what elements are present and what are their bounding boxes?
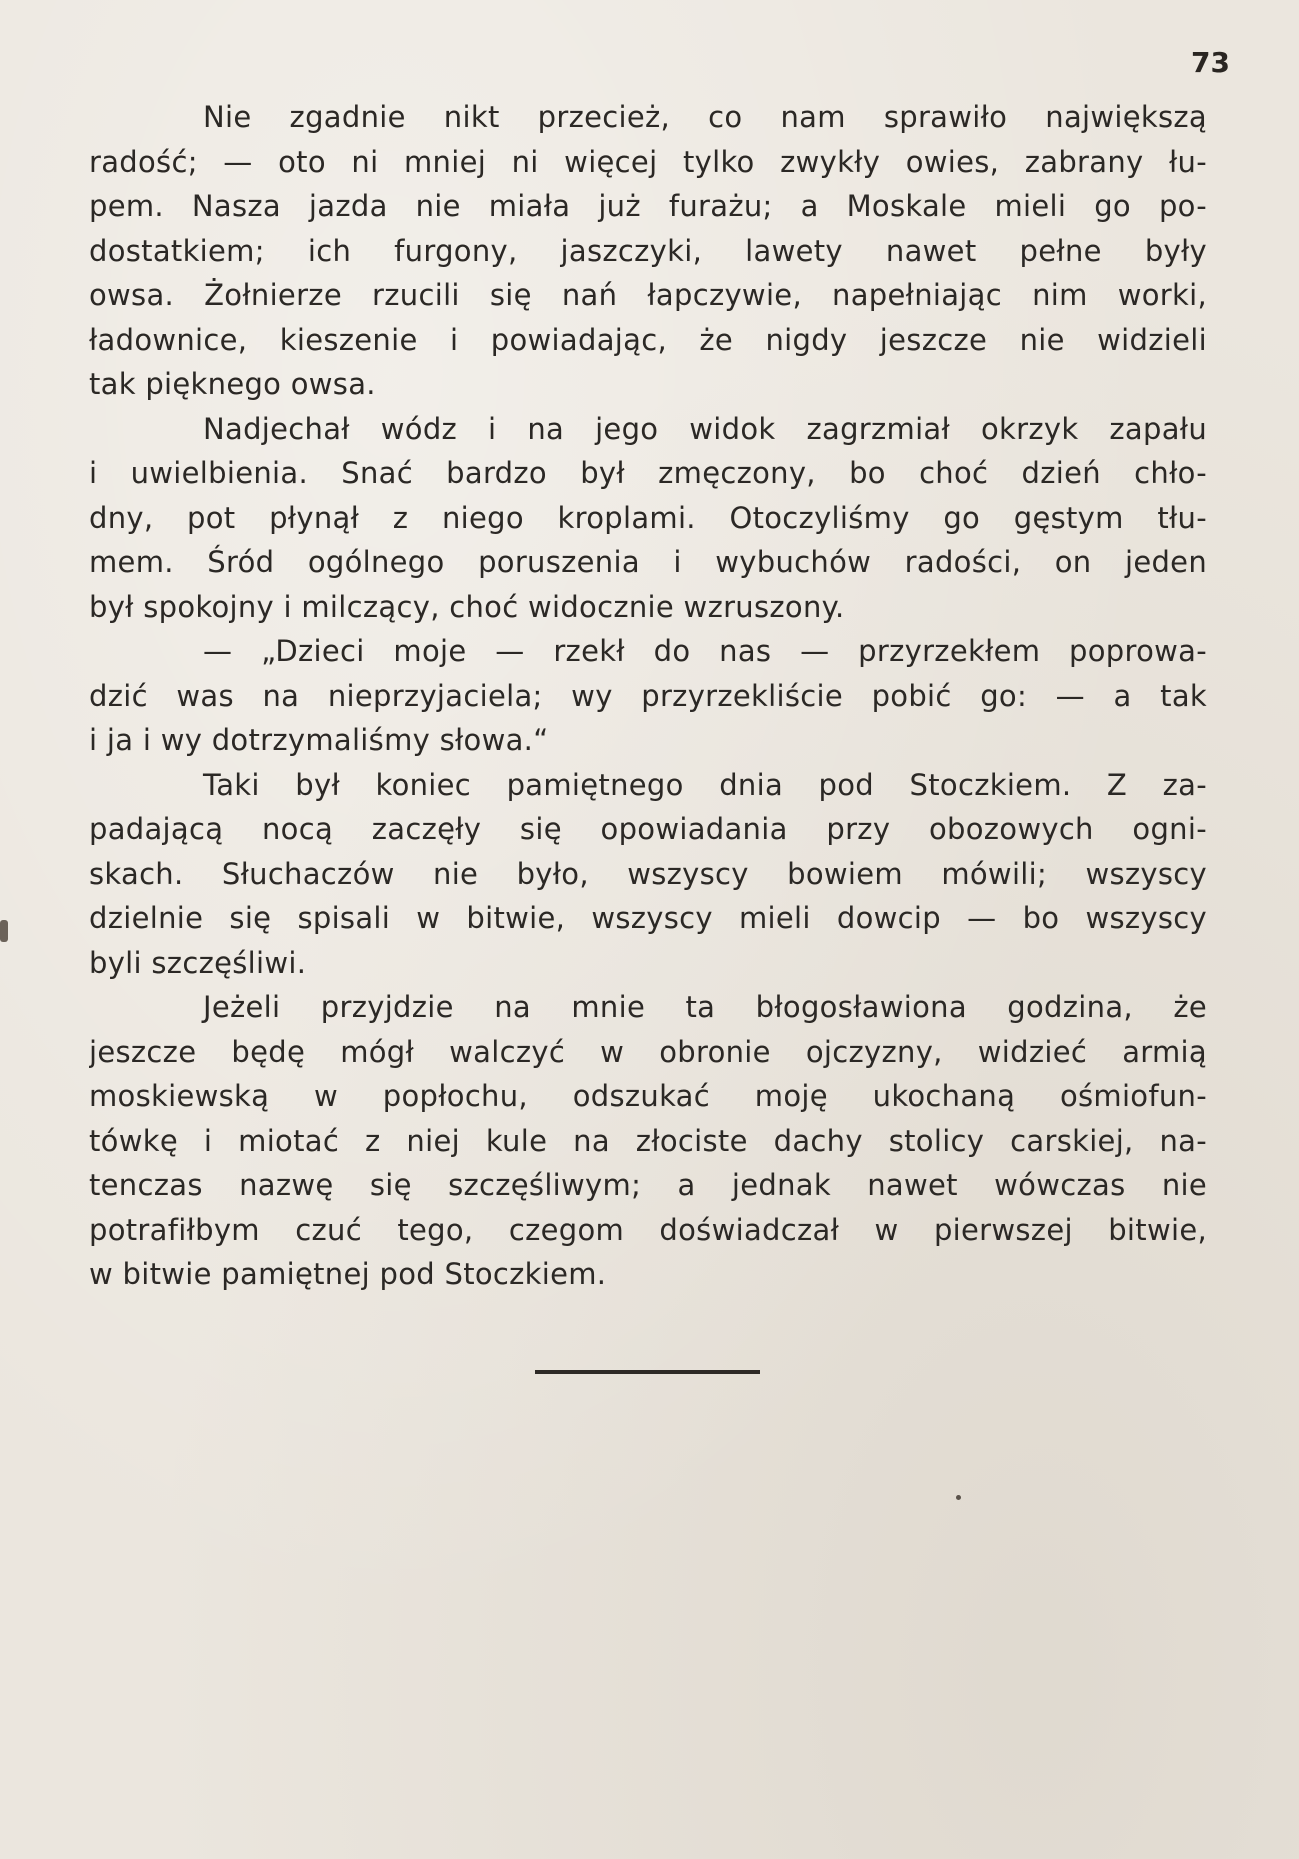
text-line: Nie zgadnie nikt przecież, co nam sprawiło największą (203, 100, 1207, 134)
text-line: dny, pot płynął z niego kroplami. Otoczyliśmy go gęstym tłu- (89, 500, 1207, 535)
text-line: dzić was na nieprzyjaciela; wy przyrzekliście pobić go: — a tak (89, 678, 1207, 713)
text-line: potrafiłbym czuć tego, czegom doświadczał w pierwszej bitwie, (89, 1212, 1207, 1247)
paragraph (89, 629, 1207, 763)
text-line: Nadjechał wódz i na jego widok zagrzmiał okrzyk zapału (203, 411, 1207, 446)
text-line: mem. Śród ogólnego poruszenia i wybuchów radości, on jeden (89, 545, 1207, 579)
text-line: Jeżeli przyjdzie na mnie ta błogosławiona godzina, że (203, 990, 1207, 1024)
text-line: tak pięknego owsa. (89, 367, 376, 401)
text-line: moskiewską w popłochu, odszukać moję ukochaną ośmiofun- (89, 1079, 1207, 1113)
text-line: — „Dzieci moje — rzekł do nas — przyrzekłem poprowa- (203, 634, 1207, 668)
text-line: i uwielbienia. Snać bardzo był zmęczony, bo choć dzień chło- (89, 456, 1207, 490)
text-line: dzielnie się spisali w bitwie, wszyscy mieli dowcip — bo wszyscy (89, 901, 1207, 935)
text-line: tenczas nazwę się szczęśliwym; a jednak nawet wówczas nie (89, 1168, 1207, 1202)
text-line: ładownice, kieszenie i powiadając, że nigdy jeszcze nie widzieli (89, 322, 1207, 357)
text-line: pem. Nasza jazda nie miała już furażu; a Moskale mieli go po- (89, 189, 1207, 223)
text-line: i ja i wy dotrzymaliśmy słowa.“ (89, 723, 549, 757)
text-line: owsa. Żołnierze rzucili się nań łapczywie, napełniając nim worki, (89, 278, 1207, 312)
text-line: radość; — oto ni mniej ni więcej tylko zwykły owies, zabrany łu- (89, 144, 1207, 179)
text-line: dostatkiem; ich furgony, jaszczyki, lawety nawet pełne były (89, 233, 1207, 268)
paragraph (89, 763, 1207, 986)
text-line: padającą nocą zaczęły się opowiadania przy obozowych ogni- (89, 812, 1207, 846)
body-text (89, 95, 1207, 1297)
paragraph (89, 985, 1207, 1297)
text-line: tówkę i miotać z niej kule na złociste dachy stolicy carskiej, na- (89, 1123, 1207, 1158)
text-line: jeszcze będę mógł walczyć w obronie ojczyzny, widzieć armią (89, 1034, 1207, 1069)
text-line: w bitwie pamiętnej pod Stoczkiem. (89, 1257, 607, 1291)
paragraph (89, 95, 1207, 407)
text-line: skach. Słuchaczów nie było, wszyscy bowiem mówili; wszyscy (89, 856, 1207, 891)
text-line: Taki był koniec pamiętnego dnia pod Stoczkiem. Z za- (203, 767, 1207, 802)
text-line: byli szczęśliwi. (89, 945, 307, 980)
edge-mark (0, 920, 8, 942)
page-number: 73 (1191, 46, 1230, 79)
ink-speck (956, 1495, 961, 1500)
text-line: był spokojny i milczący, choć widocznie wzruszony. (89, 589, 845, 624)
end-rule (535, 1370, 760, 1374)
paragraph (89, 407, 1207, 630)
